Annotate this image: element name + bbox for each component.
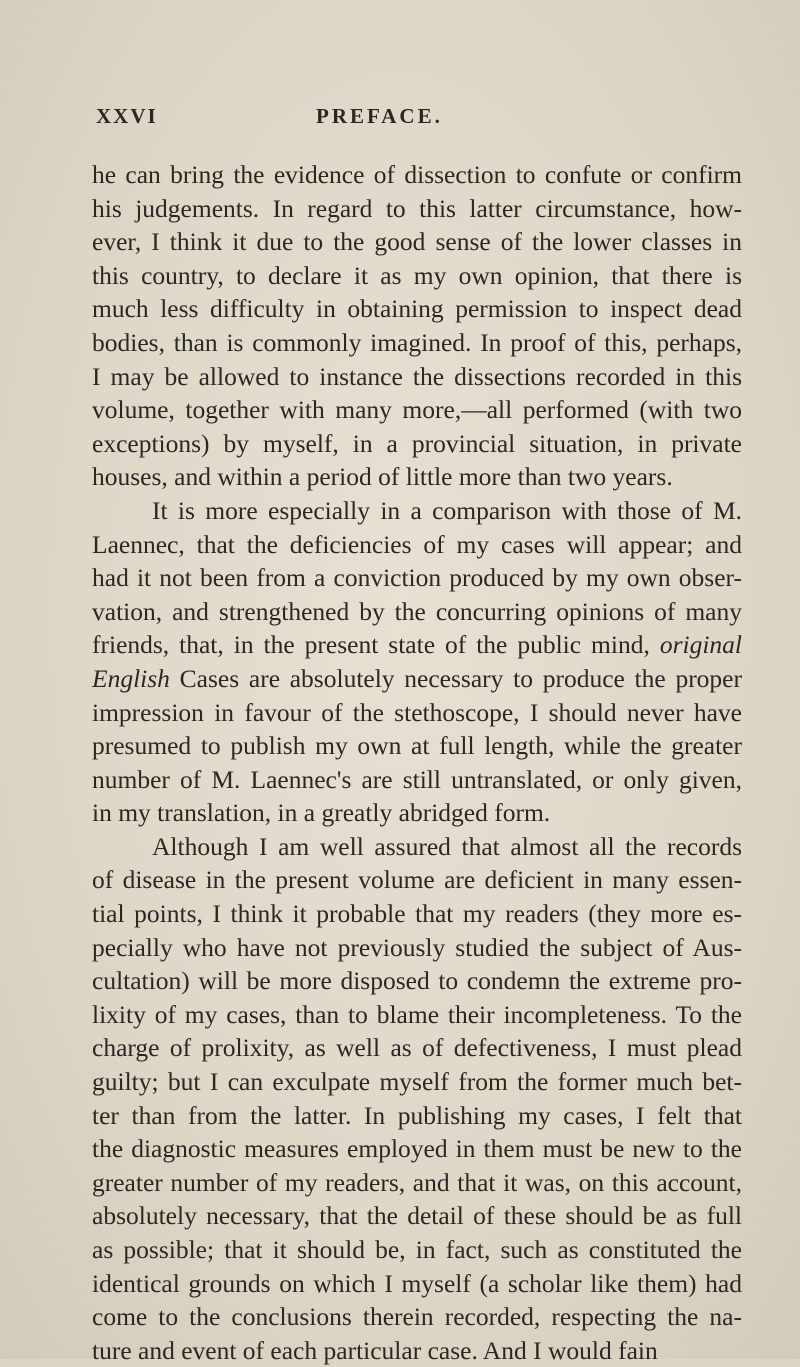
text-line: had it not been from a conviction produced by my own obser- <box>92 563 742 593</box>
text-line: I may be allowed to instance the dissections recorded in this <box>92 361 742 391</box>
text-line: vation, and strengthened by the concurring opinions of many <box>92 596 742 626</box>
text-line: charge of prolixity, as well as of defectiveness, I must plead <box>92 1033 742 1063</box>
page-number: XXVI <box>96 104 158 128</box>
text-line: cultation) will be more disposed to condemn the extreme pro- <box>92 966 742 996</box>
text-line: ture and event of each particular case. And I would fain <box>92 1335 658 1365</box>
text-line: presumed to publish my own at full length, while the greater <box>92 731 742 761</box>
text-line: friends, that, in the present state of the public mind, original <box>92 630 742 660</box>
text-line: tial points, I think it probable that my readers (they more es- <box>92 899 742 929</box>
text-line: lixity of my cases, than to blame their incompleteness. To the <box>92 999 742 1029</box>
text-line: this country, to declare it as my own opinion, that there is <box>92 260 742 290</box>
text-line: absolutely necessary, that the detail of these should be as full <box>92 1201 742 1231</box>
running-title: PREFACE. <box>316 104 443 128</box>
text-line: impression in favour of the stethoscope, I should never have <box>92 697 742 727</box>
body-text <box>92 158 742 1367</box>
text-line: his judgements. In regard to this latter circumstance, how- <box>92 193 742 223</box>
text-line: guilty; but I can exculpate myself from the former much bet- <box>92 1067 742 1097</box>
text-line: number of M. Laennec's are still untranslated, or only given, <box>92 764 742 794</box>
text-line: of disease in the present volume are deficient in many essen- <box>92 865 742 895</box>
text-line: in my translation, in a greatly abridged form. <box>92 798 551 828</box>
text-line: ever, I think it due to the good sense of the lower classes in <box>92 227 742 257</box>
text-line: much less difficulty in obtaining permission to inspect dead <box>92 294 742 324</box>
text-line: volume, together with many more,—all performed (with two <box>92 395 742 425</box>
text-line: bodies, than is commonly imagined. In proof of this, perhaps, <box>92 327 742 357</box>
text-line: pecially who have not previously studied the subject of Aus- <box>92 932 742 962</box>
text-line: greater number of my readers, and that it was, on this account, <box>92 1167 742 1197</box>
text-line: he can bring the evidence of dissection to confute or confirm <box>92 160 742 189</box>
text-line: English Cases are absolutely necessary to produce the proper <box>92 663 742 693</box>
text-line: exceptions) by myself, in a provincial situation, in private <box>92 428 742 458</box>
text-line: identical grounds on which I myself (a scholar like them) had <box>92 1268 742 1298</box>
text-line: Laennec, that the deficiencies of my cases will appear; and <box>92 529 742 559</box>
text-line: the diagnostic measures employed in them must be new to the <box>92 1134 742 1164</box>
text-line: ter than from the latter. In publishing my cases, I felt that <box>92 1100 742 1130</box>
text-line: Although I am well assured that almost all the records <box>152 831 742 861</box>
text-line: as possible; that it should be, in fact, such as constituted the <box>92 1235 742 1264</box>
text-line: come to the conclusions therein recorded, respecting the na- <box>92 1302 742 1332</box>
page-header <box>96 104 686 144</box>
text-line: It is more especially in a comparison with those of M. <box>152 495 742 525</box>
text-line: houses, and within a period of little more than two years. <box>92 462 673 492</box>
